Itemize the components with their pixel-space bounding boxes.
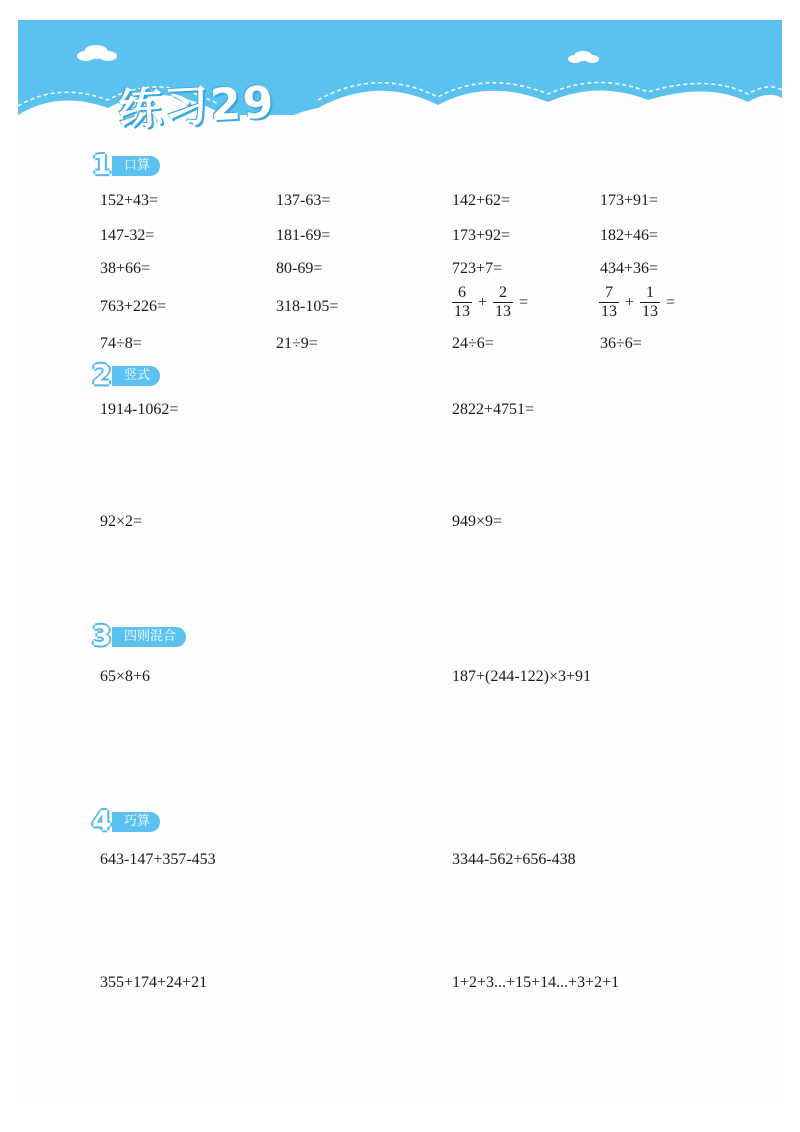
fraction <box>493 284 513 321</box>
denominator: 13 <box>454 303 470 320</box>
vertical-problem: 92×2= <box>100 513 143 530</box>
mental-problem: 74÷8= <box>100 335 142 352</box>
numerator: 7 <box>605 284 613 301</box>
mixed-problem: 187+(244-122)×3+91 <box>452 668 592 685</box>
mental-problem: 142+62= <box>452 192 511 209</box>
mental-problem: 173+91= <box>600 192 659 209</box>
section-2-number: 2 <box>92 358 112 391</box>
fraction-problem <box>450 284 532 321</box>
mental-problem: 21÷9= <box>276 335 318 352</box>
mental-problem: 38+66= <box>100 260 151 277</box>
mental-problem: 80-69= <box>276 260 323 277</box>
equals-sign: = <box>666 293 676 311</box>
vertical-problem: 2822+4751= <box>452 401 535 418</box>
numerator: 2 <box>499 284 508 301</box>
section-2-label: 竖式 <box>112 366 160 386</box>
numerator: 6 <box>458 284 466 301</box>
equals-sign: = <box>519 293 529 311</box>
section-4-number: 4 <box>92 804 112 837</box>
worksheet-title: 练习29 <box>117 76 277 137</box>
denominator: 13 <box>642 303 659 320</box>
vertical-problem: 1914-1062= <box>100 401 179 418</box>
mental-problem: 137-63= <box>276 192 331 209</box>
vertical-problem: 949×9= <box>452 513 503 530</box>
mental-problem: 152+43= <box>100 192 159 209</box>
header-banner <box>18 20 782 160</box>
denominator: 13 <box>495 303 512 320</box>
mixed-problem: 65×8+6 <box>100 668 151 685</box>
section-4-label: 巧算 <box>112 812 160 832</box>
mental-problem: 36÷6= <box>600 335 642 352</box>
mental-problem: 434+36= <box>600 260 659 277</box>
numerator: 1 <box>646 284 655 301</box>
fraction <box>640 284 660 321</box>
mental-problem: 147-32= <box>100 227 155 244</box>
clever-problem: 3344-562+656-438 <box>452 851 576 868</box>
mental-problem: 318-105= <box>276 298 339 315</box>
clever-problem: 355+174+24+21 <box>100 974 208 991</box>
mental-problem: 182+46= <box>600 227 659 244</box>
mental-problem: 24÷6= <box>452 335 494 352</box>
operator: + <box>625 293 635 311</box>
denominator: 13 <box>601 303 617 320</box>
section-1-number: 1 <box>92 148 112 181</box>
fraction <box>452 284 472 321</box>
section-3-number: 3 <box>92 619 112 652</box>
mental-problem: 181-69= <box>276 227 331 244</box>
fraction-problem <box>597 284 679 321</box>
clever-problem: 1+2+3...+15+14...+3+2+1 <box>452 974 620 991</box>
section-3-label: 四则混合 <box>112 627 186 647</box>
section-1-label: 口算 <box>112 156 160 176</box>
mental-problem: 723+7= <box>452 260 503 277</box>
clever-problem: 643-147+357-453 <box>100 851 216 868</box>
operator: + <box>478 293 488 311</box>
mental-problem: 763+226= <box>100 298 167 315</box>
worksheet-page <box>18 20 782 1102</box>
mental-problem: 173+92= <box>452 227 511 244</box>
fraction <box>599 284 619 321</box>
